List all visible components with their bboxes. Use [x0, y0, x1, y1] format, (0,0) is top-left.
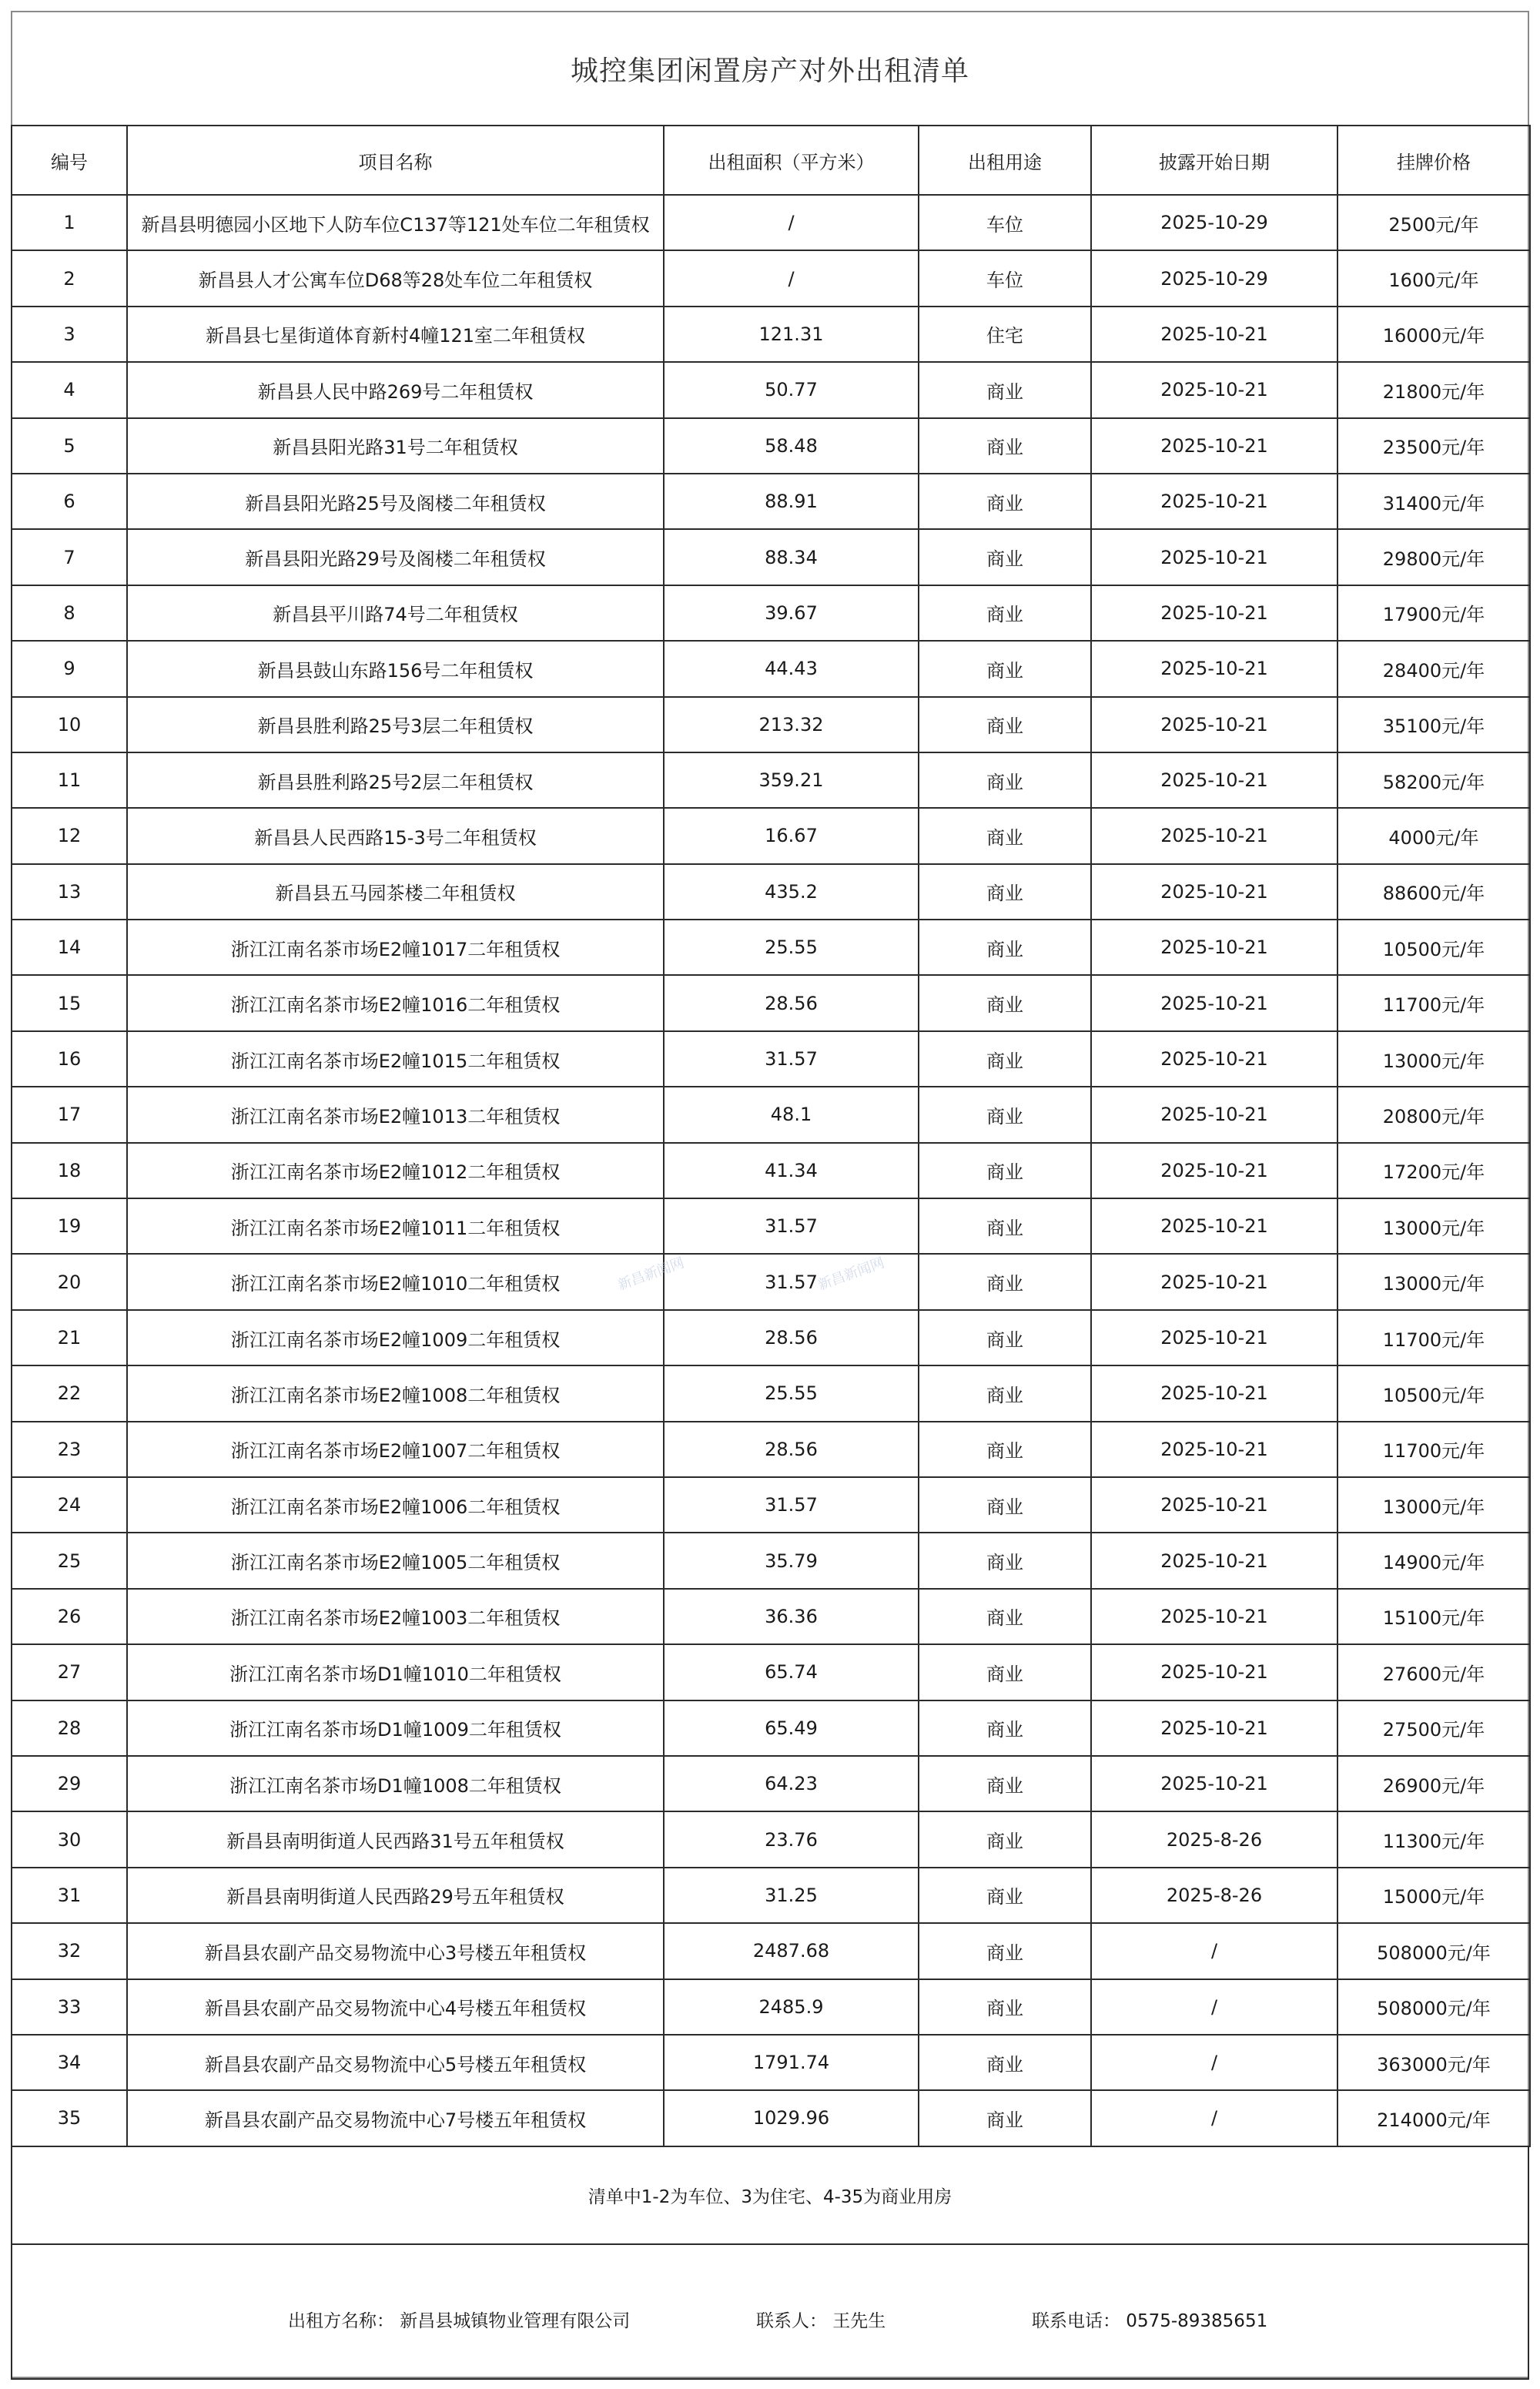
- cell-listing-price: 11700元/年: [1337, 1422, 1530, 1477]
- cell-listing-price: 13000元/年: [1337, 1031, 1530, 1087]
- cell-usage: 住宅: [919, 307, 1091, 362]
- table-row: [12, 2090, 1530, 2146]
- cell-number: 20: [12, 1254, 127, 1309]
- cell-usage: 商业: [919, 2035, 1091, 2090]
- cell-listing-price: 35100元/年: [1337, 697, 1530, 752]
- cell-listing-price: 31400元/年: [1337, 474, 1530, 529]
- cell-project-name: 浙江江南名茶市场E2幢1006二年租赁权: [127, 1477, 664, 1533]
- cell-disclosure-date: /: [1091, 2035, 1337, 2090]
- cell-area: 121.31: [664, 307, 919, 362]
- header-project-name: 项目名称: [127, 126, 664, 195]
- table-body: [12, 195, 1530, 2146]
- table-row: [12, 1087, 1530, 1142]
- cell-area: 48.1: [664, 1087, 919, 1142]
- cell-disclosure-date: 2025-8-26: [1091, 1868, 1337, 1923]
- header-area: 出租面积（平方米）: [664, 126, 919, 195]
- cell-listing-price: 15000元/年: [1337, 1868, 1530, 1923]
- cell-disclosure-date: /: [1091, 2090, 1337, 2146]
- table-row: [12, 362, 1530, 417]
- cell-disclosure-date: 2025-10-21: [1091, 641, 1337, 696]
- cell-number: 7: [12, 529, 127, 585]
- cell-number: 24: [12, 1477, 127, 1533]
- cell-listing-price: 363000元/年: [1337, 2035, 1530, 2090]
- cell-number: 18: [12, 1143, 127, 1198]
- cell-disclosure-date: 2025-10-21: [1091, 1756, 1337, 1811]
- cell-disclosure-date: 2025-10-21: [1091, 1644, 1337, 1700]
- cell-usage: 车位: [919, 195, 1091, 250]
- cell-project-name: 新昌县人民中路269号二年租赁权: [127, 362, 664, 417]
- cell-number: 30: [12, 1811, 127, 1867]
- cell-number: 31: [12, 1868, 127, 1923]
- cell-disclosure-date: 2025-10-29: [1091, 195, 1337, 250]
- header-usage: 出租用途: [919, 126, 1091, 195]
- header-row: [12, 126, 1530, 195]
- table-row: [12, 1031, 1530, 1087]
- cell-usage: 商业: [919, 1868, 1091, 1923]
- table-row: [12, 752, 1530, 808]
- cell-area: /: [664, 250, 919, 306]
- cell-project-name: 浙江江南名茶市场D1幢1010二年租赁权: [127, 1644, 664, 1700]
- cell-number: 11: [12, 752, 127, 808]
- cell-area: 31.25: [664, 1868, 919, 1923]
- rental-listing-table: [11, 125, 1531, 2147]
- cell-number: 8: [12, 585, 127, 641]
- cell-listing-price: 1600元/年: [1337, 250, 1530, 306]
- cell-number: 29: [12, 1756, 127, 1811]
- table-row: [12, 1589, 1530, 1644]
- cell-listing-price: 508000元/年: [1337, 1923, 1530, 1979]
- cell-project-name: 新昌县农副产品交易物流中心4号楼五年租赁权: [127, 1979, 664, 2035]
- cell-project-name: 新昌县五马园茶楼二年租赁权: [127, 864, 664, 920]
- cell-listing-price: 29800元/年: [1337, 529, 1530, 585]
- cell-usage: 商业: [919, 1923, 1091, 1979]
- cell-usage: 商业: [919, 362, 1091, 417]
- cell-disclosure-date: 2025-10-21: [1091, 1254, 1337, 1309]
- cell-project-name: 浙江江南名茶市场E2幢1015二年租赁权: [127, 1031, 664, 1087]
- cell-usage: 车位: [919, 250, 1091, 306]
- cell-area: 23.76: [664, 1811, 919, 1867]
- cell-usage: 商业: [919, 1589, 1091, 1644]
- cell-project-name: 浙江江南名茶市场E2幢1003二年租赁权: [127, 1589, 664, 1644]
- cell-usage: 商业: [919, 418, 1091, 474]
- cell-listing-price: 2500元/年: [1337, 195, 1530, 250]
- table-row: [12, 1979, 1530, 2035]
- cell-area: 16.67: [664, 808, 919, 863]
- document-title: 城控集团闲置房产对外出租清单: [570, 55, 969, 87]
- cell-area: 31.57: [664, 1254, 919, 1309]
- watermark: 新昌新闻网: [615, 1255, 687, 1294]
- cell-area: 64.23: [664, 1756, 919, 1811]
- contact-person: 联系人： 王先生: [756, 2311, 886, 2331]
- cell-area: 28.56: [664, 1422, 919, 1477]
- cell-listing-price: 23500元/年: [1337, 418, 1530, 474]
- cell-listing-price: 13000元/年: [1337, 1198, 1530, 1254]
- header-listing-price: 挂牌价格: [1337, 126, 1530, 195]
- table-row: [12, 1756, 1530, 1811]
- cell-project-name: 新昌县胜利路25号2层二年租赁权: [127, 752, 664, 808]
- cell-area: 213.32: [664, 697, 919, 752]
- cell-project-name: 新昌县农副产品交易物流中心5号楼五年租赁权: [127, 2035, 664, 2090]
- cell-disclosure-date: 2025-10-21: [1091, 474, 1337, 529]
- table-row: [12, 195, 1530, 250]
- cell-disclosure-date: 2025-10-29: [1091, 250, 1337, 306]
- lessor-name: 出租方名称： 新昌县城镇物业管理有限公司: [288, 2311, 631, 2331]
- cell-disclosure-date: 2025-10-21: [1091, 1031, 1337, 1087]
- cell-listing-price: 11700元/年: [1337, 1310, 1530, 1365]
- cell-listing-price: 17200元/年: [1337, 1143, 1530, 1198]
- cell-usage: 商业: [919, 2090, 1091, 2146]
- cell-project-name: 新昌县农副产品交易物流中心7号楼五年租赁权: [127, 2090, 664, 2146]
- cell-usage: 商业: [919, 1811, 1091, 1867]
- cell-project-name: 新昌县胜利路25号3层二年租赁权: [127, 697, 664, 752]
- cell-disclosure-date: 2025-10-21: [1091, 1143, 1337, 1198]
- cell-area: 31.57: [664, 1031, 919, 1087]
- cell-project-name: 新昌县阳光路31号二年租赁权: [127, 418, 664, 474]
- cell-usage: 商业: [919, 1310, 1091, 1365]
- cell-area: 41.34: [664, 1143, 919, 1198]
- cell-project-name: 浙江江南名茶市场E2幢1008二年租赁权: [127, 1365, 664, 1421]
- table-row: [12, 1365, 1530, 1421]
- table-row: [12, 1644, 1530, 1700]
- cell-area: 2485.9: [664, 1979, 919, 2035]
- cell-project-name: 浙江江南名茶市场E2幢1012二年租赁权: [127, 1143, 664, 1198]
- cell-disclosure-date: 2025-8-26: [1091, 1811, 1337, 1867]
- cell-area: 28.56: [664, 1310, 919, 1365]
- cell-area: 50.77: [664, 362, 919, 417]
- cell-number: 13: [12, 864, 127, 920]
- cell-number: 6: [12, 474, 127, 529]
- cell-number: 27: [12, 1644, 127, 1700]
- cell-listing-price: 27500元/年: [1337, 1700, 1530, 1756]
- cell-listing-price: 17900元/年: [1337, 585, 1530, 641]
- cell-disclosure-date: 2025-10-21: [1091, 1365, 1337, 1421]
- cell-area: 1029.96: [664, 2090, 919, 2146]
- cell-number: 14: [12, 920, 127, 975]
- cell-listing-price: 11300元/年: [1337, 1811, 1530, 1867]
- cell-disclosure-date: 2025-10-21: [1091, 418, 1337, 474]
- cell-disclosure-date: 2025-10-21: [1091, 752, 1337, 808]
- cell-number: 4: [12, 362, 127, 417]
- watermark: 新昌新闻网: [815, 1255, 887, 1294]
- footer: [11, 2245, 1529, 2380]
- cell-number: 9: [12, 641, 127, 696]
- cell-usage: 商业: [919, 752, 1091, 808]
- cell-project-name: 浙江江南名茶市场E2幢1013二年租赁权: [127, 1087, 664, 1142]
- table-row: [12, 250, 1530, 306]
- table-row: [12, 641, 1530, 696]
- cell-usage: 商业: [919, 1700, 1091, 1756]
- cell-project-name: 新昌县南明街道人民西路29号五年租赁权: [127, 1868, 664, 1923]
- cell-number: 35: [12, 2090, 127, 2146]
- cell-usage: 商业: [919, 474, 1091, 529]
- cell-disclosure-date: 2025-10-21: [1091, 362, 1337, 417]
- cell-listing-price: 10500元/年: [1337, 920, 1530, 975]
- cell-usage: 商业: [919, 1533, 1091, 1588]
- table-row: [12, 808, 1530, 863]
- cell-project-name: 新昌县农副产品交易物流中心3号楼五年租赁权: [127, 1923, 664, 1979]
- cell-disclosure-date: 2025-10-21: [1091, 697, 1337, 752]
- cell-disclosure-date: 2025-10-21: [1091, 975, 1337, 1030]
- cell-project-name: 浙江江南名茶市场D1幢1008二年租赁权: [127, 1756, 664, 1811]
- cell-usage: 商业: [919, 1477, 1091, 1533]
- cell-usage: 商业: [919, 1031, 1091, 1087]
- cell-number: 33: [12, 1979, 127, 2035]
- cell-listing-price: 14900元/年: [1337, 1533, 1530, 1588]
- cell-disclosure-date: 2025-10-21: [1091, 1198, 1337, 1254]
- cell-usage: 商业: [919, 1143, 1091, 1198]
- table-row: [12, 2035, 1530, 2090]
- cell-listing-price: 26900元/年: [1337, 1756, 1530, 1811]
- table-row: [12, 1811, 1530, 1867]
- cell-number: 28: [12, 1700, 127, 1756]
- cell-disclosure-date: 2025-10-21: [1091, 808, 1337, 863]
- cell-number: 19: [12, 1198, 127, 1254]
- cell-disclosure-date: 2025-10-21: [1091, 1533, 1337, 1588]
- cell-usage: 商业: [919, 1087, 1091, 1142]
- cell-area: 435.2: [664, 864, 919, 920]
- cell-number: 5: [12, 418, 127, 474]
- cell-number: 16: [12, 1031, 127, 1087]
- cell-usage: 商业: [919, 1365, 1091, 1421]
- cell-listing-price: 88600元/年: [1337, 864, 1530, 920]
- cell-area: 65.49: [664, 1700, 919, 1756]
- table-row: [12, 864, 1530, 920]
- cell-area: 39.67: [664, 585, 919, 641]
- table-row: [12, 1700, 1530, 1756]
- table-row: [12, 1143, 1530, 1198]
- cell-project-name: 新昌县鼓山东路156号二年租赁权: [127, 641, 664, 696]
- listing-note: 清单中1-2为车位、3为住宅、4-35为商业用房: [11, 2146, 1529, 2245]
- cell-area: 65.74: [664, 1644, 919, 1700]
- cell-disclosure-date: 2025-10-21: [1091, 1422, 1337, 1477]
- cell-disclosure-date: 2025-10-21: [1091, 1087, 1337, 1142]
- cell-usage: 商业: [919, 864, 1091, 920]
- cell-number: 25: [12, 1533, 127, 1588]
- cell-usage: 商业: [919, 585, 1091, 641]
- cell-usage: 商业: [919, 920, 1091, 975]
- cell-disclosure-date: 2025-10-21: [1091, 529, 1337, 585]
- cell-project-name: 浙江江南名茶市场E2幢1007二年租赁权: [127, 1422, 664, 1477]
- contact-phone: 联系电话： 0575-89385651: [1032, 2311, 1268, 2331]
- cell-listing-price: 20800元/年: [1337, 1087, 1530, 1142]
- cell-number: 22: [12, 1365, 127, 1421]
- cell-area: 359.21: [664, 752, 919, 808]
- cell-number: 15: [12, 975, 127, 1030]
- cell-disclosure-date: 2025-10-21: [1091, 920, 1337, 975]
- cell-project-name: 新昌县人民西路15-3号二年租赁权: [127, 808, 664, 863]
- cell-usage: 商业: [919, 808, 1091, 863]
- cell-project-name: 新昌县平川路74号二年租赁权: [127, 585, 664, 641]
- table-row: [12, 1868, 1530, 1923]
- cell-number: 34: [12, 2035, 127, 2090]
- cell-listing-price: 4000元/年: [1337, 808, 1530, 863]
- cell-listing-price: 15100元/年: [1337, 1589, 1530, 1644]
- cell-listing-price: 58200元/年: [1337, 752, 1530, 808]
- cell-disclosure-date: 2025-10-21: [1091, 1477, 1337, 1533]
- cell-area: 2487.68: [664, 1923, 919, 1979]
- cell-project-name: 浙江江南名茶市场E2幢1011二年租赁权: [127, 1198, 664, 1254]
- cell-project-name: 新昌县阳光路25号及阁楼二年租赁权: [127, 474, 664, 529]
- cell-area: 44.43: [664, 641, 919, 696]
- table-row: [12, 1477, 1530, 1533]
- table-row: [12, 1198, 1530, 1254]
- cell-usage: 商业: [919, 1979, 1091, 2035]
- cell-disclosure-date: /: [1091, 1923, 1337, 1979]
- cell-project-name: 浙江江南名茶市场E2幢1010二年租赁权: [127, 1254, 664, 1309]
- cell-area: 88.34: [664, 529, 919, 585]
- cell-disclosure-date: 2025-10-21: [1091, 864, 1337, 920]
- cell-listing-price: 13000元/年: [1337, 1477, 1530, 1533]
- cell-number: 32: [12, 1923, 127, 1979]
- cell-usage: 商业: [919, 1422, 1091, 1477]
- table-row: [12, 1310, 1530, 1365]
- cell-project-name: 新昌县人才公寓车位D68等28处车位二年租赁权: [127, 250, 664, 306]
- cell-area: 31.57: [664, 1477, 919, 1533]
- cell-listing-price: 16000元/年: [1337, 307, 1530, 362]
- table-row: [12, 585, 1530, 641]
- cell-area: 25.55: [664, 920, 919, 975]
- cell-disclosure-date: 2025-10-21: [1091, 1589, 1337, 1644]
- table-row: [12, 1254, 1530, 1309]
- cell-area: 1791.74: [664, 2035, 919, 2090]
- cell-area: 35.79: [664, 1533, 919, 1588]
- cell-area: 58.48: [664, 418, 919, 474]
- cell-area: 36.36: [664, 1589, 919, 1644]
- cell-usage: 商业: [919, 1254, 1091, 1309]
- cell-project-name: 浙江江南名茶市场E2幢1005二年租赁权: [127, 1533, 664, 1588]
- cell-disclosure-date: 2025-10-21: [1091, 1310, 1337, 1365]
- table-row: [12, 1533, 1530, 1588]
- cell-listing-price: 13000元/年: [1337, 1254, 1530, 1309]
- cell-area: 88.91: [664, 474, 919, 529]
- cell-usage: 商业: [919, 697, 1091, 752]
- table-row: [12, 418, 1530, 474]
- cell-disclosure-date: 2025-10-21: [1091, 585, 1337, 641]
- cell-project-name: 浙江江南名茶市场D1幢1009二年租赁权: [127, 1700, 664, 1756]
- cell-usage: 商业: [919, 529, 1091, 585]
- header-number: 编号: [12, 126, 127, 195]
- cell-disclosure-date: 2025-10-21: [1091, 307, 1337, 362]
- cell-area: 25.55: [664, 1365, 919, 1421]
- cell-area: 31.57: [664, 1198, 919, 1254]
- cell-project-name: 新昌县南明街道人民西路31号五年租赁权: [127, 1811, 664, 1867]
- table-row: [12, 920, 1530, 975]
- table-row: [12, 1923, 1530, 1979]
- cell-area: 28.56: [664, 975, 919, 1030]
- cell-number: 21: [12, 1310, 127, 1365]
- cell-usage: 商业: [919, 1756, 1091, 1811]
- cell-project-name: 新昌县明德园小区地下人防车位C137等121处车位二年租赁权: [127, 195, 664, 250]
- cell-number: 26: [12, 1589, 127, 1644]
- cell-listing-price: 21800元/年: [1337, 362, 1530, 417]
- cell-project-name: 浙江江南名茶市场E2幢1017二年租赁权: [127, 920, 664, 975]
- cell-number: 23: [12, 1422, 127, 1477]
- table-header: [12, 126, 1530, 195]
- cell-area: /: [664, 195, 919, 250]
- cell-usage: 商业: [919, 641, 1091, 696]
- table-row: [12, 474, 1530, 529]
- table-row: [12, 1422, 1530, 1477]
- cell-listing-price: 214000元/年: [1337, 2090, 1530, 2146]
- cell-number: 1: [12, 195, 127, 250]
- cell-project-name: 浙江江南名茶市场E2幢1016二年租赁权: [127, 975, 664, 1030]
- cell-number: 3: [12, 307, 127, 362]
- cell-number: 2: [12, 250, 127, 306]
- table-row: [12, 975, 1530, 1030]
- cell-project-name: 浙江江南名茶市场E2幢1009二年租赁权: [127, 1310, 664, 1365]
- table-row: [12, 307, 1530, 362]
- cell-number: 17: [12, 1087, 127, 1142]
- cell-listing-price: 11700元/年: [1337, 975, 1530, 1030]
- cell-listing-price: 28400元/年: [1337, 641, 1530, 696]
- cell-usage: 商业: [919, 975, 1091, 1030]
- cell-project-name: 新昌县阳光路29号及阁楼二年租赁权: [127, 529, 664, 585]
- header-disclosure-date: 披露开始日期: [1091, 126, 1337, 195]
- table-row: [12, 697, 1530, 752]
- cell-listing-price: 10500元/年: [1337, 1365, 1530, 1421]
- cell-usage: 商业: [919, 1198, 1091, 1254]
- table-row: [12, 529, 1530, 585]
- cell-listing-price: 508000元/年: [1337, 1979, 1530, 2035]
- cell-disclosure-date: 2025-10-21: [1091, 1700, 1337, 1756]
- cell-listing-price: 27600元/年: [1337, 1644, 1530, 1700]
- cell-disclosure-date: /: [1091, 1979, 1337, 2035]
- cell-number: 12: [12, 808, 127, 863]
- cell-project-name: 新昌县七星街道体育新村4幢121室二年租赁权: [127, 307, 664, 362]
- cell-number: 10: [12, 697, 127, 752]
- cell-usage: 商业: [919, 1644, 1091, 1700]
